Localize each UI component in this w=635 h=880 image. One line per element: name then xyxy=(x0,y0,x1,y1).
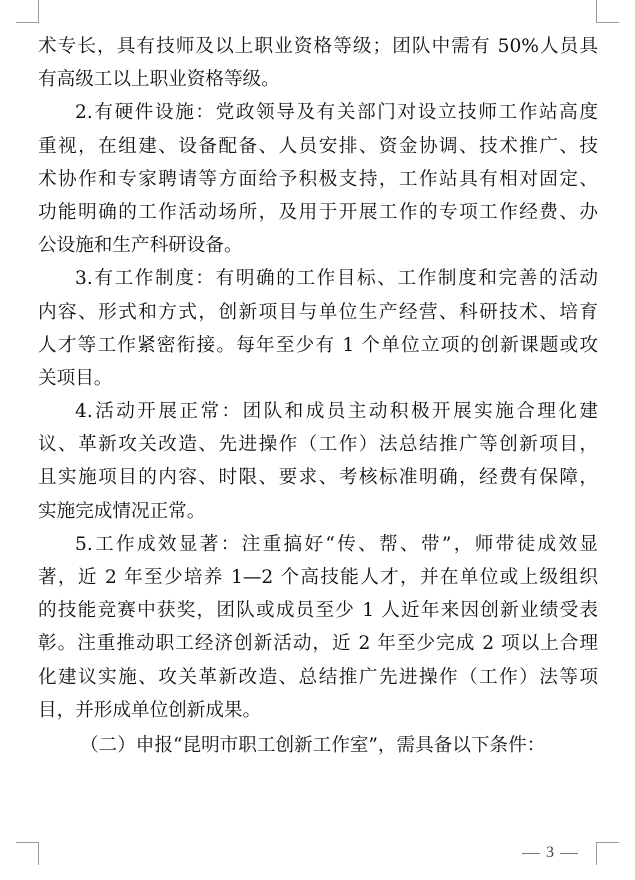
text-line: 彰。注重推动职工经济创新活动，近 2 年至少完成 2 项以上合理 xyxy=(38,633,598,655)
text-line: 议、革新攻关改造、先进操作（工作）法总结推广等创新项目， xyxy=(38,434,598,456)
text-line: 关项目。 xyxy=(38,367,113,389)
crop-mark-top-right xyxy=(596,0,619,23)
text-line: 重视，在组建、设备配备、人员安排、资金协调、技术推广、技 xyxy=(38,135,598,157)
text-line: 公设施和生产科研设备。 xyxy=(38,235,243,257)
text-line: 术协作和专家聘请等方面给予积极支持，工作站具有相对固定、 xyxy=(38,168,598,190)
paragraph-start-line: 3.有工作制度：有明确的工作目标、工作制度和完善的活动 xyxy=(75,268,598,290)
text-line: 著，近 2 年至少培养 1—2 个高技能人才，并在单位或上级组织 xyxy=(38,567,598,588)
text-line: 实施完成情况正常。 xyxy=(38,500,206,522)
page-number: 3 xyxy=(546,844,554,861)
text-line: 目，并形成单位创新成果。 xyxy=(38,699,262,721)
text-line: 人才等工作紧密衔接。每年至少有 1 个单位立项的创新课题或攻 xyxy=(38,334,598,356)
crop-mark-bottom-left xyxy=(16,842,39,865)
footer-dash-right xyxy=(560,853,578,854)
page-number-footer xyxy=(505,842,595,864)
text-line: 且实施项目的内容、时限、要求、考核标准明确，经费有保障， xyxy=(38,467,598,489)
paragraph-start-line: 5.工作成效显著：注重搞好“传、帮、带”，师带徒成效显 xyxy=(75,533,598,555)
text-line: 术专长，具有技师及以上职业资格等级；团队中需有 50%人员具 xyxy=(38,36,598,57)
footer-dash-left xyxy=(522,853,540,854)
text-line: 化建议实施、攻关革新改造、总结推广先进操作（工作）法等项 xyxy=(38,666,598,688)
text-line: 功能明确的工作活动场所，及用于开展工作的专项工作经费、办 xyxy=(38,201,598,223)
text-line: 内容、形式和方式，创新项目与单位生产经营、科研技术、培育 xyxy=(38,301,598,323)
paragraph-start-line: 2.有硬件设施：党政领导及有关部门对设立技师工作站高度 xyxy=(75,102,598,124)
paragraph-start-line: 4.活动开展正常：团队和成员主动积极开展实施合理化建 xyxy=(75,401,598,423)
crop-mark-bottom-right xyxy=(596,842,619,865)
document-body xyxy=(38,30,598,762)
text-line: 有高级工以上职业资格等级。 xyxy=(38,69,280,91)
text-line: 的技能竞赛中获奖，团队或成员至少 1 人近年来因创新业绩受表 xyxy=(38,600,598,622)
crop-mark-top-left xyxy=(16,0,39,23)
section-heading: （二）申报“昆明市职工创新工作室”，需具备以下条件： xyxy=(80,734,546,756)
